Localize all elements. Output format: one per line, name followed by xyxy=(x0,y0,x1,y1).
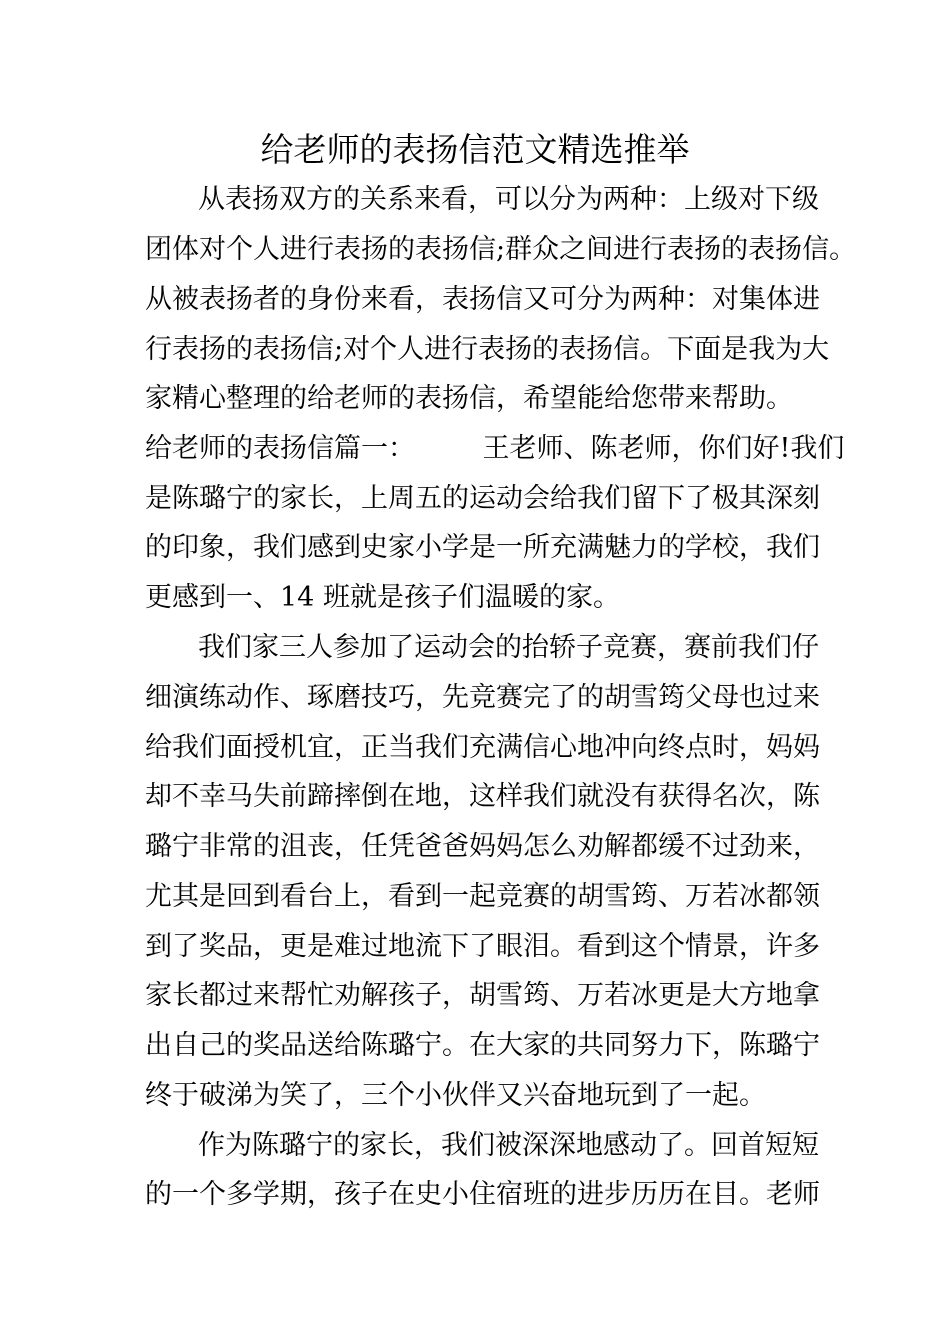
text-line: 到了奖品，更是难过地流下了眼泪。看到这个情景，许多 xyxy=(145,931,820,962)
text-line: 的一个多学期，孩子在史小住宿班的进步历历在目。老师 xyxy=(145,1179,820,1210)
text-line: 的印象，我们感到史家小学是一所充满魅力的学校，我们 xyxy=(145,532,820,563)
text-line: 给老师的表扬信篇一： 王老师、陈老师，你们好!我们 xyxy=(145,433,845,464)
text-line: 出自己的奖品送给陈璐宁。在大家的共同努力下，陈璐宁 xyxy=(145,1030,820,1061)
text-line: 我们家三人参加了运动会的抬轿子竞赛，赛前我们仔 xyxy=(198,632,819,663)
text-line: 行表扬的表扬信;对个人进行表扬的表扬信。下面是我为大 xyxy=(145,334,830,365)
text-line: 终于破涕为笑了，三个小伙伴又兴奋地玩到了一起。 xyxy=(145,1080,766,1111)
document-title: 给老师的表扬信范文精选推举 xyxy=(260,130,690,169)
text-line: 是陈璐宁的家长，上周五的运动会给我们留下了极其深刻 xyxy=(145,483,820,514)
text-line: 家长都过来帮忙劝解孩子，胡雪筠、万若冰更是大方地拿 xyxy=(145,980,820,1011)
text-line: 细演练动作、琢磨技巧，先竞赛完了的胡雪筠父母也过来 xyxy=(145,682,820,713)
text-line: 给我们面授机宜，正当我们充满信心地冲向终点时，妈妈 xyxy=(145,732,820,763)
text-line: 团体对个人进行表扬的表扬信;群众之间进行表扬的表扬信。 xyxy=(145,234,857,265)
text-line: 从表扬双方的关系来看，可以分为两种：上级对下级 xyxy=(198,184,819,215)
text-line: 从被表扬者的身份来看，表扬信又可分为两种：对集体进 xyxy=(145,284,820,315)
text-line: 家精心整理的给老师的表扬信，希望能给您带来帮助。 xyxy=(145,383,793,414)
text-line: 作为陈璐宁的家长，我们被深深地感动了。回首短短 xyxy=(198,1130,819,1161)
text-line: 璐宁非常的沮丧，任凭爸爸妈妈怎么劝解都缓不过劲来， xyxy=(145,831,820,862)
text-line: 更感到一、14 班就是孩子们温暖的家。 xyxy=(145,582,620,613)
text-line: 尤其是回到看台上，看到一起竞赛的胡雪筠、万若冰都领 xyxy=(145,881,820,912)
text-line: 却不幸马失前蹄摔倒在地，这样我们就没有获得名次，陈 xyxy=(145,781,820,812)
